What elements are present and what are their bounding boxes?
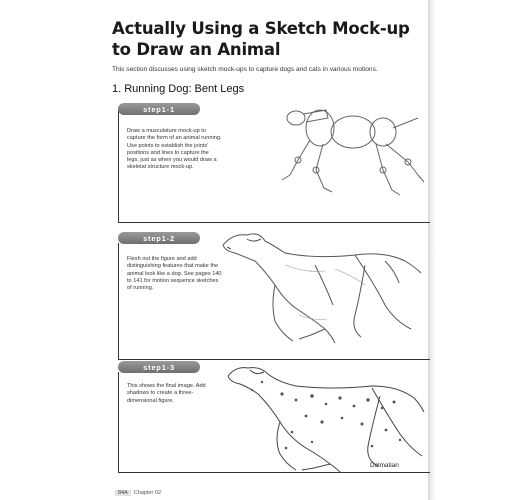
intro-paragraph: This section discusses using sketch mock-ups to capture dogs and cats in various motions. (112, 66, 378, 73)
fleshed-dog-sketch (215, 225, 430, 350)
page-folio (115, 490, 161, 496)
step-2-badge: step1-2 (118, 232, 200, 244)
section-heading: 1. Running Dog: Bent Legs (112, 83, 245, 95)
mockup-sketch (268, 100, 428, 215)
title-line-1: Actually Using a Sketch Mock-up (112, 19, 410, 38)
dalmatian-drawing (222, 360, 427, 475)
title-line-2: to Draw an Animal (112, 40, 281, 59)
step-2-text: Flesh out the figure and add distinguishing features that make the animal look like a dog. See pages 140 to 141 for motion sequence sketches of running. (127, 256, 222, 292)
step-1-badge: step1-1 (118, 103, 200, 115)
chapter-label: Chapter 02 (133, 490, 162, 496)
step-1-text: Draw a musculature mock-up to capture the form of an animal running. Use points to establish the joints' positions and lines to capture the legs, just as when you would draw a skeletal structure mock-up. (127, 128, 222, 171)
page-number: 84A (115, 490, 131, 496)
page-title (112, 18, 412, 60)
step-3-badge: step1-3 (118, 361, 200, 373)
step-3-text: This shows the final image. Add shadows to create a three-dimensional figure. (127, 383, 206, 404)
image-caption: Dalmatian (370, 462, 399, 469)
